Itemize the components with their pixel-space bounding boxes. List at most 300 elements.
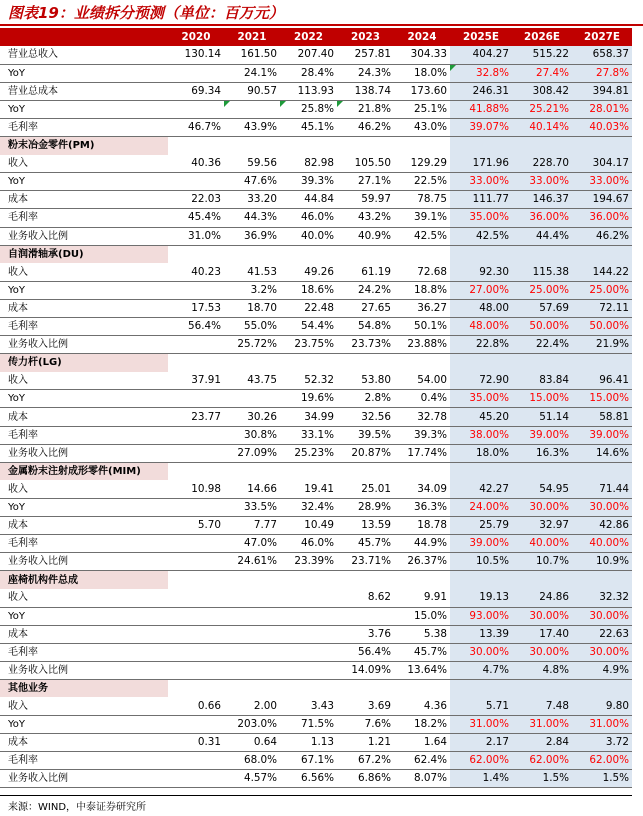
- table-row: [0, 390, 632, 408]
- cell-value: 71.44: [599, 482, 629, 495]
- cell-value: 46.0%: [300, 537, 334, 550]
- table-cell: [450, 589, 512, 607]
- table-cell: [512, 118, 572, 136]
- cell-value: 23.71%: [351, 555, 391, 568]
- cell-value: 30.00%: [589, 500, 629, 513]
- table-cell: [280, 426, 337, 444]
- row-label: [0, 408, 168, 426]
- cell-value: 21.8%: [357, 102, 391, 115]
- table-cell: [394, 607, 450, 625]
- table-cell: [394, 299, 450, 317]
- bottom-rule: [0, 795, 632, 796]
- cell-value: 39.00%: [469, 537, 509, 550]
- table-cell: [572, 679, 632, 697]
- table-cell: [572, 336, 632, 354]
- cell-value: 21.9%: [595, 338, 629, 351]
- row-label: [0, 336, 168, 354]
- cell-value: 58.81: [599, 410, 629, 423]
- table-cell: [450, 118, 512, 136]
- table-cell: [572, 444, 632, 462]
- header-year-cell: 2024: [394, 28, 450, 46]
- cell-value: 26.37%: [407, 555, 447, 568]
- cell-value: 0.64: [253, 736, 277, 749]
- cell-value: 50.00%: [589, 320, 629, 333]
- table-cell: [280, 372, 337, 390]
- cell-value: 71.5%: [300, 718, 334, 731]
- table-cell: [512, 64, 572, 82]
- table-row: [0, 336, 632, 354]
- table-cell: [224, 173, 280, 191]
- cell-value: 6.86%: [357, 772, 391, 785]
- table-cell: [337, 517, 394, 535]
- cell-value: 129.29: [410, 156, 447, 169]
- table-cell: [572, 716, 632, 734]
- cell-value: 31.00%: [469, 718, 509, 731]
- cell-value: 31.00%: [589, 718, 629, 731]
- table-cell: [572, 426, 632, 444]
- table-cell: [337, 64, 394, 82]
- cell-value: 44.3%: [243, 211, 277, 224]
- cell-value: 304.17: [592, 156, 629, 169]
- table-cell: [280, 444, 337, 462]
- row-label: [0, 734, 168, 752]
- cell-value: 其他业务: [8, 683, 48, 695]
- table-cell: [572, 697, 632, 715]
- table-cell: [572, 281, 632, 299]
- cell-value: 130.14: [184, 48, 221, 61]
- cell-value: 25.1%: [413, 102, 447, 115]
- table-cell: [337, 354, 394, 372]
- cell-value: 48.00%: [469, 320, 509, 333]
- table-cell: [337, 426, 394, 444]
- section-title: [0, 571, 168, 589]
- cell-value: 194.67: [592, 193, 629, 206]
- cell-value: 自润滑轴承(DU): [8, 248, 84, 260]
- table-cell: [224, 589, 280, 607]
- table-cell: [450, 498, 512, 516]
- cell-value: 173.60: [410, 84, 447, 97]
- table-row: [0, 480, 632, 498]
- cell-value: 6.56%: [300, 772, 334, 785]
- row-label: [0, 100, 168, 118]
- cell-value: 203.0%: [237, 718, 277, 731]
- table-cell: [337, 571, 394, 589]
- table-cell: [512, 589, 572, 607]
- cell-value: 2.00: [253, 699, 277, 712]
- cell-value: 1.64: [423, 736, 447, 749]
- table-cell: [572, 64, 632, 82]
- cell-value: 146.37: [532, 193, 569, 206]
- cell-value: 55.0%: [243, 320, 277, 333]
- cell-value: 36.9%: [243, 229, 277, 242]
- cell-value: 10.9%: [595, 555, 629, 568]
- cell-value: 46.2%: [595, 229, 629, 242]
- table-row: [0, 643, 632, 661]
- table-cell: [572, 770, 632, 788]
- cell-value: 32.4%: [300, 500, 334, 513]
- table-cell: [512, 173, 572, 191]
- cell-value: 24.00%: [469, 500, 509, 513]
- table-cell: [394, 245, 450, 263]
- cell-value: 31.00%: [529, 718, 569, 731]
- cell-value: 23.73%: [351, 338, 391, 351]
- table-cell: [280, 498, 337, 516]
- table-cell: [572, 480, 632, 498]
- cell-value: 54.00: [417, 374, 447, 387]
- cell-value: 304.33: [410, 48, 447, 61]
- row-label: [0, 227, 168, 245]
- table-cell: [394, 408, 450, 426]
- table-cell: [168, 155, 224, 173]
- cell-value: 138.74: [354, 84, 391, 97]
- cell-value: 68.0%: [243, 754, 277, 767]
- table-cell: [450, 137, 512, 155]
- table-cell: [450, 390, 512, 408]
- cell-value: 36.27: [417, 301, 447, 314]
- table-cell: [450, 46, 512, 64]
- table-cell: [512, 281, 572, 299]
- table-cell: [224, 137, 280, 155]
- section-header-row: [0, 571, 632, 589]
- cell-value: 43.0%: [413, 121, 447, 134]
- table-cell: [394, 553, 450, 571]
- table-cell: [450, 227, 512, 245]
- cell-value: 40.00%: [529, 537, 569, 550]
- table-cell: [168, 46, 224, 64]
- table-cell: [394, 354, 450, 372]
- cell-value: 78.75: [417, 193, 447, 206]
- table-cell: [224, 299, 280, 317]
- table-cell: [224, 480, 280, 498]
- cell-value: 18.2%: [413, 718, 447, 731]
- table-row: [0, 770, 632, 788]
- table-cell: [337, 100, 394, 118]
- table-cell: [450, 571, 512, 589]
- table-cell: [280, 480, 337, 498]
- table-cell: [394, 118, 450, 136]
- cell-value: 257.81: [354, 48, 391, 61]
- table-cell: [512, 643, 572, 661]
- cell-value: 27.8%: [595, 66, 629, 79]
- table-cell: [224, 209, 280, 227]
- table-cell: [168, 118, 224, 136]
- table-cell: [280, 625, 337, 643]
- cell-value: 35.00%: [469, 211, 509, 224]
- table-cell: [280, 82, 337, 100]
- table-cell: [337, 173, 394, 191]
- table-cell: [512, 408, 572, 426]
- cell-value: 394.81: [592, 84, 629, 97]
- cell-value: 25.72%: [237, 338, 277, 351]
- cell-value: 18.70: [247, 301, 277, 314]
- table-cell: [168, 661, 224, 679]
- cell-value: 45.4%: [187, 211, 221, 224]
- cell-value: 13.64%: [407, 663, 447, 676]
- row-label: [0, 118, 168, 136]
- cell-value: 96.41: [599, 374, 629, 387]
- cell-value: 8.62: [367, 591, 391, 604]
- table-cell: [512, 46, 572, 64]
- table-cell: [512, 426, 572, 444]
- table-cell: [168, 498, 224, 516]
- table-cell: [168, 82, 224, 100]
- cell-value: 28.01%: [589, 102, 629, 115]
- table-cell: [572, 263, 632, 281]
- cell-value: 25.00%: [529, 283, 569, 296]
- table-cell: [512, 82, 572, 100]
- cell-value: 40.23: [191, 265, 221, 278]
- row-label: [0, 716, 168, 734]
- table-cell: [168, 64, 224, 82]
- table-cell: [280, 661, 337, 679]
- table-cell: [572, 643, 632, 661]
- cell-value: 1.5%: [602, 772, 629, 785]
- comment-marker-icon: [224, 101, 230, 107]
- table-cell: [450, 263, 512, 281]
- cell-value: 33.00%: [469, 175, 509, 188]
- cell-value: 17.74%: [407, 446, 447, 459]
- cell-value: 毛利率: [8, 755, 38, 767]
- table-cell: [512, 209, 572, 227]
- cell-value: 9.80: [605, 699, 629, 712]
- table-cell: [394, 770, 450, 788]
- cell-value: 3.2%: [250, 283, 277, 296]
- row-label: [0, 64, 168, 82]
- cell-value: 4.9%: [602, 663, 629, 676]
- cell-value: 56.4%: [187, 320, 221, 333]
- table-cell: [280, 263, 337, 281]
- table-cell: [337, 716, 394, 734]
- table-cell: [224, 245, 280, 263]
- cell-value: 46.2%: [357, 121, 391, 134]
- table-cell: [572, 625, 632, 643]
- table-cell: [572, 535, 632, 553]
- table-cell: [450, 661, 512, 679]
- table-cell: [450, 64, 512, 82]
- table-row: [0, 498, 632, 516]
- table-row: [0, 46, 632, 64]
- row-label: [0, 625, 168, 643]
- section-title: [0, 245, 168, 263]
- table-cell: [280, 535, 337, 553]
- table-cell: [394, 462, 450, 480]
- table-cell: [512, 227, 572, 245]
- section-header-row: [0, 679, 632, 697]
- cell-value: 42.86: [599, 519, 629, 532]
- table-cell: [280, 734, 337, 752]
- cell-value: 25.00%: [589, 283, 629, 296]
- table-cell: [572, 517, 632, 535]
- table-cell: [512, 336, 572, 354]
- cell-value: 59.56: [247, 156, 277, 169]
- table-cell: [168, 462, 224, 480]
- cell-value: 40.36: [191, 156, 221, 169]
- table-cell: [168, 263, 224, 281]
- table-cell: [280, 716, 337, 734]
- table-cell: [450, 625, 512, 643]
- table-cell: [512, 697, 572, 715]
- table-row: [0, 64, 632, 82]
- table-cell: [337, 697, 394, 715]
- table-cell: [512, 752, 572, 770]
- table-cell: [224, 82, 280, 100]
- cell-value: 22.03: [191, 193, 221, 206]
- cell-value: YoY: [8, 67, 26, 79]
- table-cell: [168, 535, 224, 553]
- table-cell: [337, 770, 394, 788]
- table-cell: [280, 697, 337, 715]
- cell-value: 27.09%: [237, 446, 277, 459]
- table-cell: [337, 752, 394, 770]
- cell-value: 业务收入比例: [8, 556, 68, 568]
- table-cell: [224, 155, 280, 173]
- table-cell: [224, 643, 280, 661]
- table-cell: [337, 408, 394, 426]
- table-cell: [394, 517, 450, 535]
- table-cell: [168, 209, 224, 227]
- comment-marker-icon: [337, 101, 343, 107]
- table-cell: [572, 462, 632, 480]
- cell-value: 4.57%: [243, 772, 277, 785]
- table-cell: [572, 589, 632, 607]
- table-row: [0, 426, 632, 444]
- row-label: [0, 480, 168, 498]
- cell-value: 3.72: [605, 736, 629, 749]
- table-cell: [512, 716, 572, 734]
- cell-value: YoY: [8, 501, 26, 513]
- cell-value: 111.77: [472, 193, 509, 206]
- table-cell: [337, 661, 394, 679]
- table-cell: [394, 155, 450, 173]
- table-cell: [280, 589, 337, 607]
- table-cell: [280, 390, 337, 408]
- table-cell: [224, 390, 280, 408]
- row-label: [0, 535, 168, 553]
- table-cell: [394, 137, 450, 155]
- table-cell: [450, 679, 512, 697]
- table-cell: [337, 263, 394, 281]
- table-cell: [168, 336, 224, 354]
- table-cell: [450, 281, 512, 299]
- cell-value: 43.2%: [357, 211, 391, 224]
- cell-value: 9.91: [423, 591, 447, 604]
- table-cell: [512, 734, 572, 752]
- cell-value: 171.96: [472, 156, 509, 169]
- cell-value: 业务收入比例: [8, 230, 68, 242]
- cell-value: 22.48: [304, 301, 334, 314]
- cell-value: 5.71: [485, 699, 509, 712]
- cell-value: 2.17: [485, 736, 509, 749]
- table-row: [0, 553, 632, 571]
- table-cell: [337, 299, 394, 317]
- cell-value: 51.14: [539, 410, 569, 423]
- cell-value: 45.1%: [300, 121, 334, 134]
- cell-value: 53.80: [361, 374, 391, 387]
- table-cell: [512, 245, 572, 263]
- cell-value: 83.84: [539, 374, 569, 387]
- cell-value: YoY: [8, 719, 26, 731]
- cell-value: 22.8%: [475, 338, 509, 351]
- cell-value: 1.13: [310, 736, 334, 749]
- table-cell: [168, 245, 224, 263]
- table-cell: [337, 462, 394, 480]
- cell-value: 43.75: [247, 374, 277, 387]
- cell-value: 46.7%: [187, 121, 221, 134]
- row-label: [0, 770, 168, 788]
- cell-value: 515.22: [532, 48, 569, 61]
- row-label: [0, 553, 168, 571]
- cell-value: 93.00%: [469, 609, 509, 622]
- cell-value: 1.21: [367, 736, 391, 749]
- table-cell: [224, 734, 280, 752]
- cell-value: 17.53: [191, 301, 221, 314]
- table-cell: [337, 336, 394, 354]
- table-cell: [512, 517, 572, 535]
- cell-value: 62.00%: [529, 754, 569, 767]
- cell-value: 40.14%: [529, 121, 569, 134]
- table-cell: [224, 354, 280, 372]
- cell-value: 23.88%: [407, 338, 447, 351]
- table-cell: [280, 137, 337, 155]
- cell-value: 15.00%: [589, 392, 629, 405]
- cell-value: 28.9%: [357, 500, 391, 513]
- table-cell: [280, 191, 337, 209]
- table-cell: [450, 372, 512, 390]
- cell-value: 32.56: [361, 410, 391, 423]
- table-cell: [280, 209, 337, 227]
- table-cell: [450, 770, 512, 788]
- table-cell: [224, 498, 280, 516]
- table-row: [0, 263, 632, 281]
- section-title: [0, 137, 168, 155]
- table-cell: [280, 571, 337, 589]
- cell-value: 39.5%: [357, 428, 391, 441]
- cell-value: 161.50: [240, 48, 277, 61]
- cell-value: 20.87%: [351, 446, 391, 459]
- table-cell: [572, 245, 632, 263]
- cell-value: 57.69: [539, 301, 569, 314]
- cell-value: 404.27: [472, 48, 509, 61]
- table-cell: [337, 625, 394, 643]
- cell-value: 49.26: [304, 265, 334, 278]
- table-cell: [572, 661, 632, 679]
- cell-value: 52.32: [304, 374, 334, 387]
- cell-value: YoY: [8, 393, 26, 405]
- table-cell: [394, 281, 450, 299]
- header-year-cell: 2027E: [572, 28, 632, 46]
- table-cell: [168, 390, 224, 408]
- row-label: [0, 517, 168, 535]
- table-row: [0, 408, 632, 426]
- table-cell: [337, 643, 394, 661]
- header-year-cell: 2023: [337, 28, 394, 46]
- cell-value: 39.1%: [413, 211, 447, 224]
- table-cell: [224, 118, 280, 136]
- table-cell: [337, 318, 394, 336]
- table-row: [0, 100, 632, 118]
- table-cell: [512, 535, 572, 553]
- table-cell: [280, 245, 337, 263]
- table-row: [0, 661, 632, 679]
- cell-value: 34.09: [417, 482, 447, 495]
- cell-value: 毛利率: [8, 212, 38, 224]
- table-cell: [337, 480, 394, 498]
- cell-value: 7.77: [253, 519, 277, 532]
- table-cell: [394, 498, 450, 516]
- table-cell: [512, 444, 572, 462]
- cell-value: 25.21%: [529, 102, 569, 115]
- cell-value: 40.0%: [300, 229, 334, 242]
